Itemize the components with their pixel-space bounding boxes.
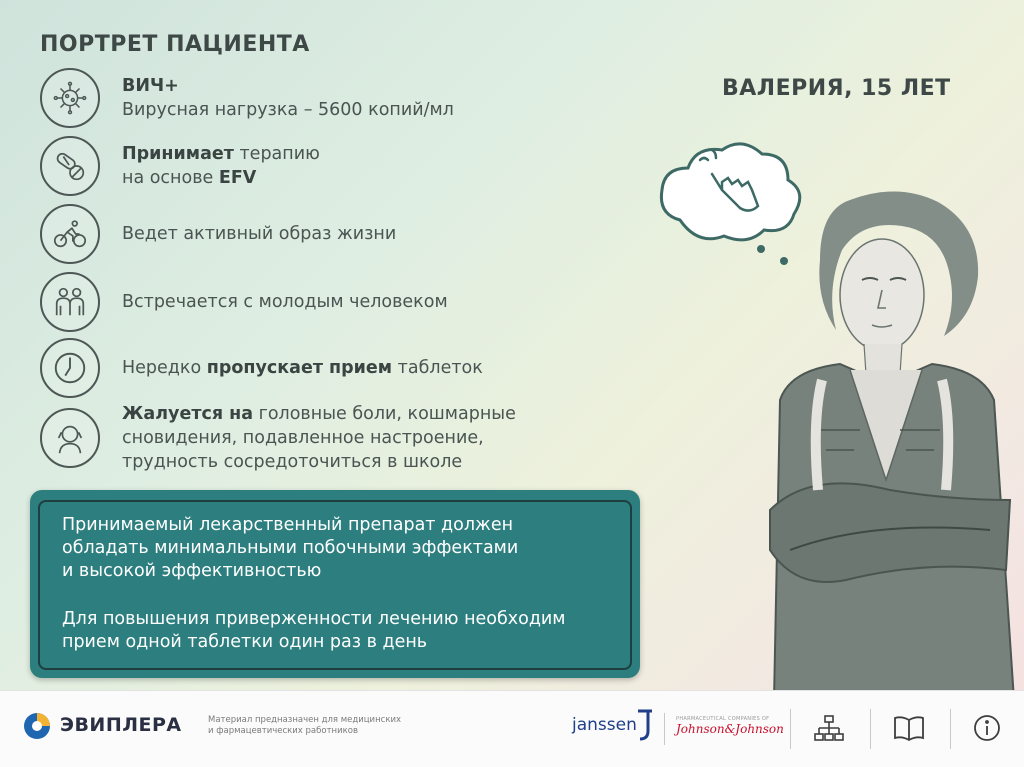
couple-icon [40, 272, 100, 332]
headache-icon [40, 408, 100, 468]
trait-hiv [40, 68, 454, 128]
sitemap-icon [813, 714, 845, 742]
info-para-1-line-2: обладать минимальными побочными эффектами [62, 538, 519, 558]
brand-logo-icon [22, 711, 52, 741]
trait-missed-text1: Нередко [122, 358, 207, 378]
brand-name: ЭВИПЛЕРА [60, 714, 182, 736]
info-icon [971, 714, 1003, 742]
trait-complaints-text1: головные боли, кошмарные [253, 404, 516, 424]
patient-name: ВАЛЕРИЯ, 15 ЛЕТ [722, 76, 951, 101]
trait-complaints-text3: трудность сосредоточиться в школе [122, 452, 463, 472]
footer-divider [950, 709, 951, 749]
cyclist-icon [40, 204, 100, 264]
book-icon [893, 714, 925, 742]
info-para-2 [62, 608, 566, 654]
jj-logo: Johnson&Johnson [676, 722, 784, 736]
info-para-2-line-2: прием одной таблетки один раз в день [62, 632, 428, 652]
book-button[interactable] [892, 713, 926, 743]
footer-divider [664, 713, 665, 745]
patient-illustration [650, 130, 1024, 690]
trait-therapy [40, 136, 320, 196]
virus-icon [40, 68, 100, 128]
info-para-1 [62, 514, 518, 583]
info-box [30, 490, 640, 678]
trait-relationship-text: Встречается с молодым человеком [122, 292, 448, 312]
janssen-logo: janssen [572, 715, 637, 735]
disclaimer-line-2: и фармацевтических работников [208, 726, 358, 736]
disclaimer-line-1: Материал предназначен для медицинских [208, 715, 402, 725]
info-para-1-line-3: и высокой эффективностью [62, 561, 322, 581]
jj-caption: PHARMACEUTICAL COMPANIES OF [676, 716, 770, 722]
info-para-1-line-1: Принимаемый лекарственный препарат должен [62, 515, 514, 535]
footer-divider [870, 709, 871, 749]
trait-active-text: Ведет активный образ жизни [122, 224, 397, 244]
clock-icon [40, 338, 100, 398]
trait-therapy-text2: на основе [122, 168, 219, 188]
trait-hiv-viral-load: Вирусная нагрузка – 5600 копий/мл [122, 100, 454, 120]
trait-therapy-text: терапию [233, 144, 320, 164]
trait-missed-text2: таблеток [392, 358, 483, 378]
trait-complaints [40, 402, 516, 474]
trait-relationship [40, 272, 448, 332]
trait-missed-bold: пропускает прием [206, 358, 393, 378]
thought-cloud-icon [661, 144, 799, 240]
trait-complaints-text2: сновидения, подавленное настроение, [122, 428, 484, 448]
footer [0, 690, 1024, 767]
info-para-2-line-1: Для повышения приверженности лечению необходим [62, 609, 566, 629]
janssen-mark-icon [634, 707, 656, 741]
trait-active [40, 204, 396, 264]
trait-missed-doses [40, 338, 483, 398]
trait-hiv-label: ВИЧ+ [122, 76, 179, 96]
disclaimer [208, 715, 401, 737]
trait-therapy-efv: EFV [218, 168, 257, 188]
info-button[interactable] [970, 713, 1004, 743]
page-title: ПОРТРЕТ ПАЦИЕНТА [40, 32, 310, 57]
pill-icon [40, 136, 100, 196]
sitemap-button[interactable] [812, 713, 846, 743]
footer-divider [790, 709, 791, 749]
trait-therapy-bold: Принимает [122, 144, 234, 164]
trait-complaints-bold: Жалуется на [122, 404, 254, 424]
